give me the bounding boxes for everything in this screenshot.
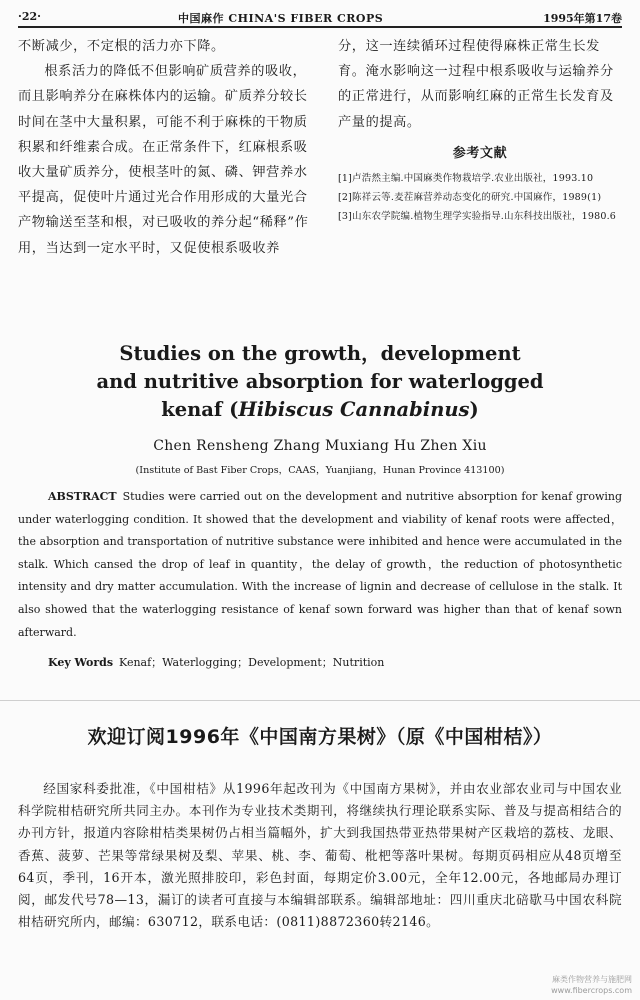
- right-paragraph-1: 分，这一连续循环过程使得麻株正常生长发育。淹水影响这一过程中根系吸收与运输养分的正常进行，从而影响红麻的正常生长发育及产量的提高。: [338, 39, 614, 130]
- title-line-3: [0, 396, 640, 424]
- abstract-label: ABSTRACT: [48, 490, 117, 503]
- authors: Chen Rensheng Zhang Muxiang Hu Zhen Xiu: [153, 438, 487, 454]
- section-divider: [0, 700, 640, 701]
- abstract-text: Studies were carried out on the development and nutritive absorption for kenaf growing under waterlogging condition. It showed that the development and viability of kenaf roots were affected，the absorption and transportation of nutritive substance were inhibited and hence were accumulated in the stalk. Which cansed the drop of leaf in quantity，the delay of growth，the reduction of photosynthetic intensity and dry matter accumulation. With the increase of lignin and decrease of cellulose in the stalk. It also showed that the waterlogging resistance of kenaf sown forward was higher than that of kenaf sown afterward.: [18, 490, 622, 639]
- left-paragraph-1: 不断减少，不定根的活力亦下降。: [18, 39, 225, 54]
- keywords: [48, 654, 608, 670]
- page-header: [18, 6, 622, 28]
- advert-paragraph: 经国家科委批准，《中国柑桔》从1996年起改刊为《中国南方果树》，并由农业部农业司与中国农业科学院柑桔研究所共同主办。本刊作为专业技术类期刊，将继续执行理论联系实际、普及与提高相结合的办刊方针，报道内容除柑桔类果树仍占相当篇幅外，扩大到我国热带亚热带果树产区栽培的荔枝、龙眼、香蕉、菠萝、芒果等常绿果树及梨、苹果、桃、李、葡萄、枇杷等落叶果树。每期页码相应从48页增至64页，季刊，16开本，激光照排胶印，彩色封面，每期定价3.00元，全年12.00元，各地邮局办理订阅，邮发代号78—13，漏订的读者可直接与本编辑部联系。编辑部地址：四川重庆北碚歇马中国农科院柑桔研究所内，邮编：630712，联系电话：(0811)8872360转2146。: [18, 781, 622, 930]
- advert-title: 欢迎订阅1996年《中国南方果树》（原《中国柑桔》）: [87, 726, 553, 748]
- left-column: [18, 34, 314, 261]
- journal-name: 中国麻作 CHINA'S FIBER CROPS: [178, 12, 384, 25]
- keywords-text: Kenaf；Waterlogging；Development；Nutrition: [119, 656, 385, 669]
- reference-item: [2]陈祥云等.麦茬麻营养动态变化的研究.中国麻作，1989(1): [338, 192, 602, 204]
- header-rule: [18, 26, 622, 28]
- keywords-label: Key Words: [48, 656, 114, 669]
- english-title: [0, 340, 640, 424]
- page-number: ·22·: [18, 10, 41, 23]
- references-list: [338, 170, 622, 225]
- volume-info: 1995年第17卷: [543, 12, 622, 25]
- right-column: [338, 34, 622, 227]
- advert-body: [18, 778, 622, 933]
- left-paragraph-2: 根系活力的降低不但影响矿质营养的吸收，而且影响养分在麻株体内的运输。矿质养分较长时间在茎中大量积累，可能不利于麻株的干物质积累和纤维素合成。在正常条件下，红麻根系吸收大量矿质养分，使根茎叶的氮、磷、钾营养水平提高，促使叶片通过光合作用形成的大量光合产物输送至茎和根，对已吸收的养分起“稀释”作用，当达到一定水平时，又促使根系吸收养: [18, 64, 309, 256]
- title-line-3-close: ): [469, 398, 479, 421]
- title-line-1: Studies on the growth，development: [119, 342, 521, 365]
- watermark-line-2: www.fibercrops.com: [551, 986, 632, 995]
- affiliation: (Institute of Bast Fiber Crops，CAAS，Yuanjiang，Hunan Province 413100): [135, 465, 505, 476]
- title-line-2: and nutritive absorption for waterlogged: [96, 370, 544, 393]
- references-title: 参考文献: [452, 145, 508, 161]
- title-line-3-text: kenaf (: [161, 398, 239, 421]
- watermark-line-1: 麻类作物营养与施肥网: [552, 975, 632, 984]
- reference-item: [3]山东农学院编.植物生理学实验指导.山东科技出版社，1980.6: [338, 211, 617, 223]
- abstract: [18, 486, 622, 644]
- species-name: Hibiscus Cannabinus: [238, 398, 470, 421]
- watermark: [551, 974, 632, 996]
- reference-item: [1]卢浩然主编.中国麻类作物栽培学.农业出版社，1993.10: [338, 173, 594, 185]
